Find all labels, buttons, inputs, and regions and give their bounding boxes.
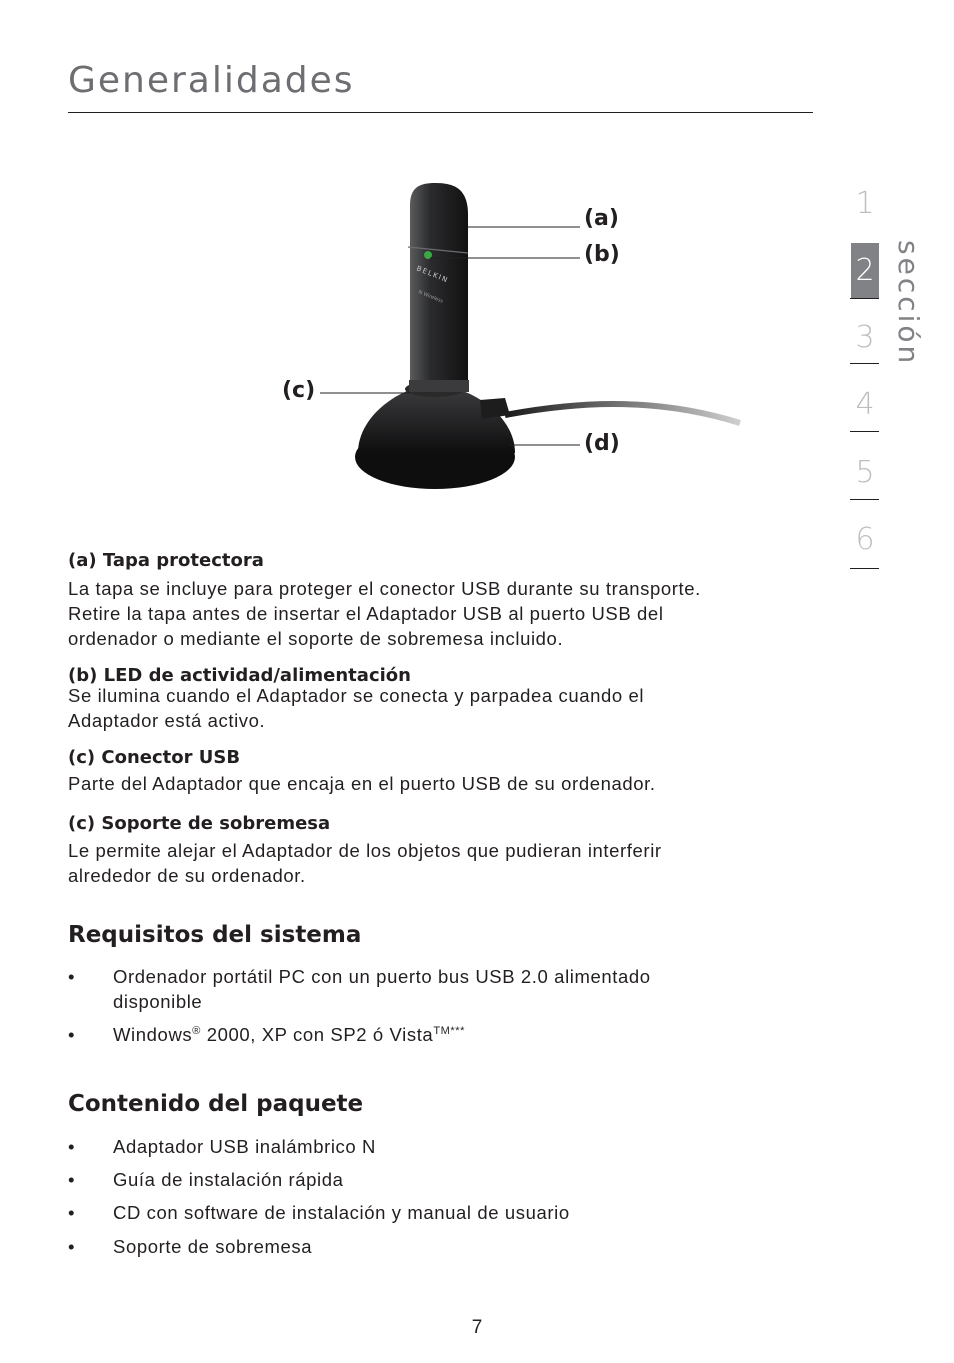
registered-mark: ® (192, 1024, 201, 1037)
text-line: Adaptador está activo. (68, 710, 266, 731)
adapter-body (410, 183, 468, 390)
section-label: sección (892, 240, 925, 367)
bullet: • (68, 966, 76, 987)
text-line: Retire la tapa antes de insertar el Adaptador USB al puerto USB del (68, 603, 664, 624)
definition-term-cap: (a) Tapa protectora (68, 550, 264, 571)
section-number-2-active[interactable]: 2 (851, 243, 879, 299)
header-divider (68, 112, 813, 113)
definition-term-led: (b) LED de actividad/alimentación (68, 665, 411, 686)
section-number-3[interactable]: 3 (855, 320, 875, 355)
bullet: • (68, 1024, 76, 1045)
text-run: Windows (113, 1024, 193, 1045)
list-item-text (113, 964, 783, 1014)
text-line: Parte del Adaptador que encaja en el puerto USB de su ordenador. (68, 773, 656, 794)
section-number-6[interactable]: 6 (855, 522, 875, 557)
definition-term-usb-connector: (c) Conector USB (68, 747, 241, 768)
bullet: • (68, 1169, 76, 1190)
list-item-text (113, 1022, 783, 1047)
callout-c: (c) (282, 378, 316, 403)
callout-d: (d) (584, 431, 620, 456)
brand-logo-text: BELKIN (415, 264, 450, 285)
list-item-text: Adaptador USB inalámbrico N (113, 1136, 376, 1157)
text-line: Se ilumina cuando el Adaptador se conecta y parpadea cuando el (68, 685, 645, 706)
text-line: disponible (113, 991, 203, 1012)
list-item-text: CD con software de instalación y manual de usuario (113, 1202, 570, 1223)
requirements-heading: Requisitos del sistema (68, 922, 362, 948)
definition-desc-desktop-stand (68, 838, 808, 888)
text-line: La tapa se incluye para proteger el conector USB durante su transporte. (68, 578, 701, 599)
brand-subtitle-text: N Wireless (417, 289, 444, 305)
definition-desc-usb-connector (68, 771, 808, 796)
usb-adapter-figure (270, 175, 770, 505)
page-title: Generalidades (68, 60, 355, 101)
page-number: 7 (471, 1317, 483, 1338)
section-divider (850, 431, 879, 432)
text-line: Le permite alejar el Adaptador de los objetos que pudieran interferir (68, 840, 662, 861)
bullet: • (68, 1236, 76, 1257)
definition-desc-led (68, 683, 808, 733)
list-item-text: Guía de instalación rápida (113, 1169, 344, 1190)
text-run: 2000, XP con SP2 ó Vista (200, 1024, 434, 1045)
section-number-4[interactable]: 4 (855, 387, 875, 422)
definition-desc-cap (68, 576, 808, 651)
section-number-1[interactable]: 1 (855, 186, 875, 221)
text-line: ordenador o mediante el soporte de sobremesa incluido. (68, 628, 564, 649)
usb-cable (505, 404, 740, 423)
text-line: Ordenador portátil PC con un puerto bus USB 2.0 alimentado (113, 966, 651, 987)
bullet: • (68, 1202, 76, 1223)
text-line: alrededor de su ordenador. (68, 865, 306, 886)
usb-adapter-illustration (270, 175, 770, 505)
definition-term-desktop-stand: (c) Soporte de sobremesa (68, 813, 331, 834)
section-number-5[interactable]: 5 (855, 455, 875, 490)
package-heading: Contenido del paquete (68, 1091, 364, 1117)
trademark-mark: TM*** (433, 1024, 466, 1037)
callout-b: (b) (584, 242, 620, 267)
bullet: • (68, 1136, 76, 1157)
section-divider (850, 499, 879, 500)
section-divider (850, 363, 879, 364)
section-divider (850, 298, 879, 299)
list-item-text: Soporte de sobremesa (113, 1236, 313, 1257)
section-divider (850, 568, 879, 569)
callout-a: (a) (584, 206, 619, 231)
